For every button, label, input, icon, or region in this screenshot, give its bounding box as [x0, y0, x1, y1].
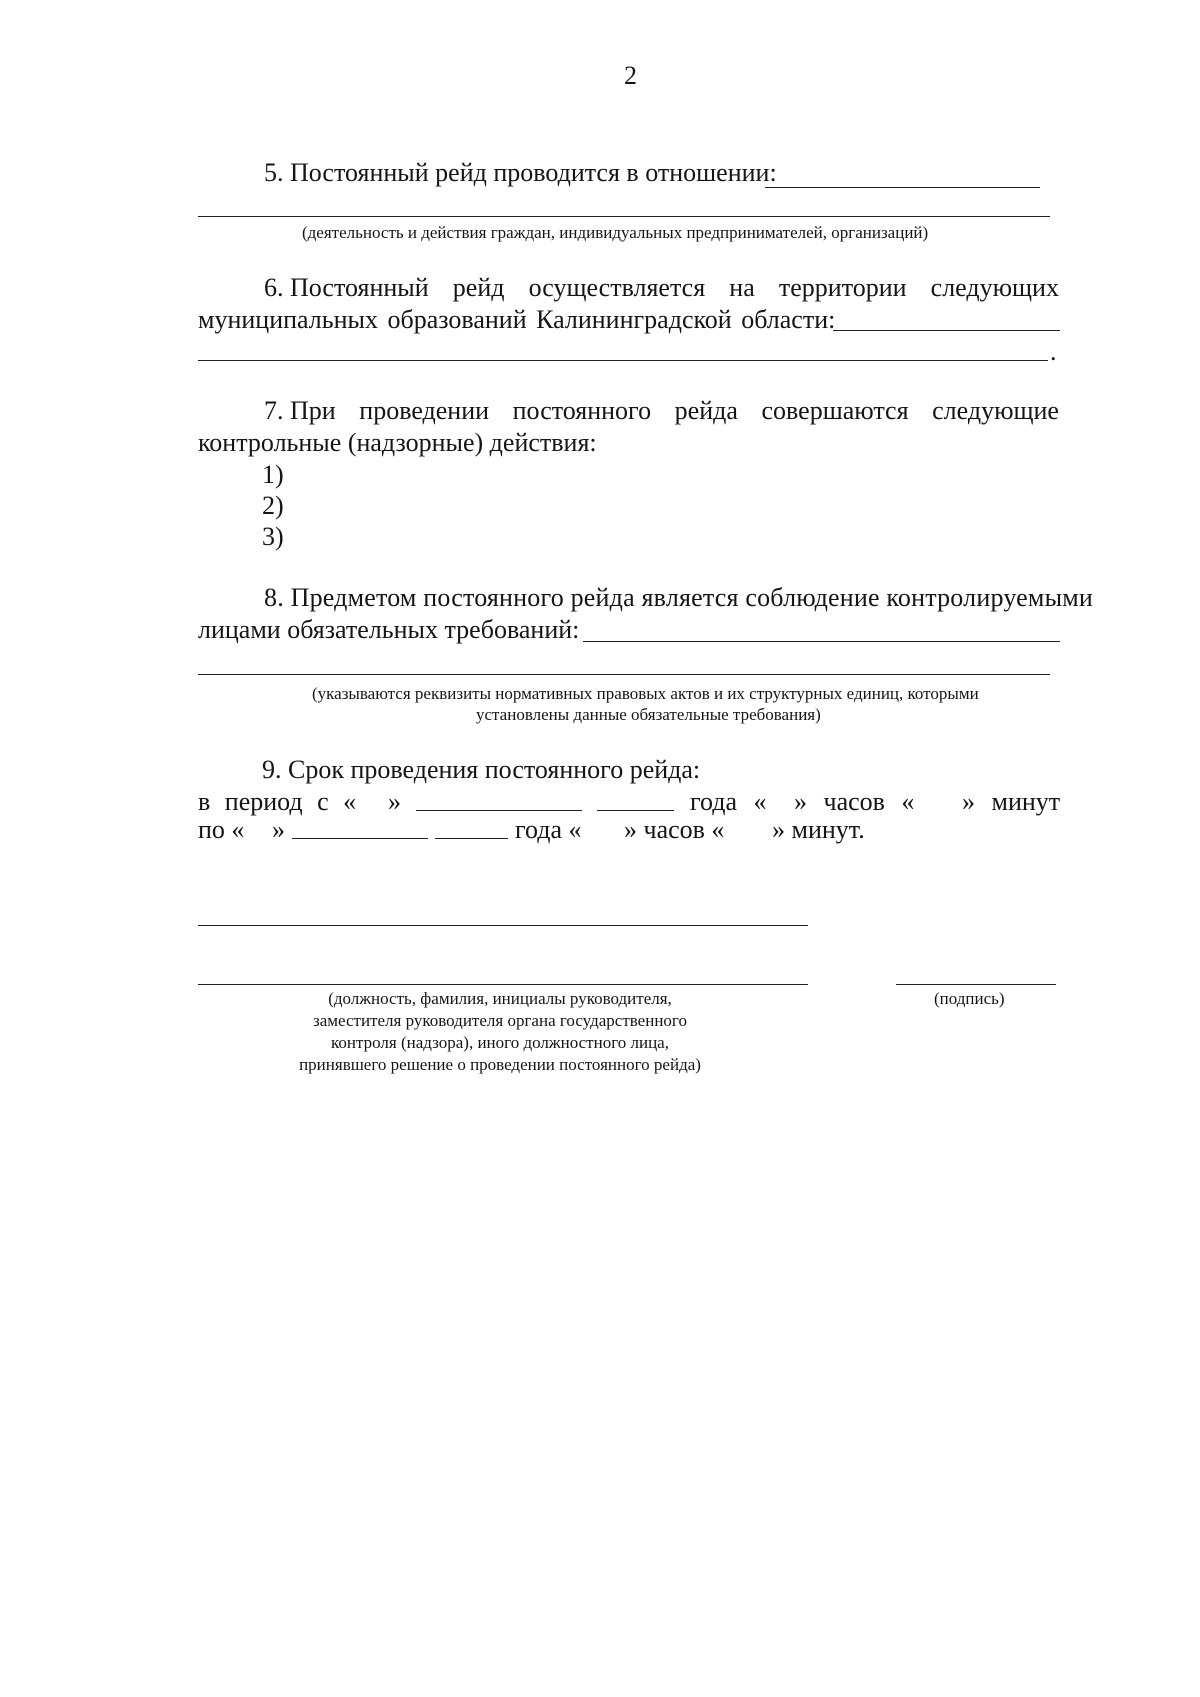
period-from-prefix: в период с « — [198, 787, 357, 816]
period-to-minutes-word: » минут. — [772, 815, 865, 844]
period-from-minutes-word: » минут — [962, 787, 1061, 816]
period-from-year-line[interactable] — [597, 810, 674, 811]
period-from-close-quote: » — [388, 787, 401, 816]
section-6-line-2: муниципальных образований Калининградской области: — [198, 305, 836, 334]
position-caption-line: принявшего решение о проведении постоянного рейда) — [299, 1055, 701, 1074]
section-6-end-period: . — [1050, 337, 1057, 366]
section-5-fill-line[interactable] — [765, 187, 1040, 188]
section-7-word: совершаются — [761, 396, 909, 425]
position-line-1[interactable] — [198, 925, 808, 926]
position-caption-line: заместителя руководителя органа государственного — [313, 1011, 687, 1030]
period-from-hours-word: » часов « — [794, 787, 915, 816]
section-7-item: 2) — [262, 491, 284, 520]
section-7-item: 3) — [262, 522, 284, 551]
section-8-caption-line-1: (указываются реквизиты нормативных правовых актов и их структурных единиц, которыми — [312, 684, 979, 703]
position-line-2[interactable] — [198, 984, 808, 985]
period-to-prefix: по « — [198, 815, 245, 844]
period-from-month-line[interactable] — [416, 810, 582, 811]
period-from-year-word: года « — [690, 787, 767, 816]
section-6-word: на — [729, 273, 755, 302]
section-7-word: постоянного — [512, 396, 652, 425]
signature-caption: (подпись) — [934, 989, 1005, 1008]
section-6-fill-line[interactable] — [833, 330, 1060, 331]
section-7-word: рейда — [674, 396, 738, 425]
section-7-line-2: контрольные (надзорные) действия: — [198, 428, 597, 457]
section-6-word: 6. Постоянный — [264, 273, 429, 302]
section-6-word: следующих — [930, 273, 1059, 302]
section-8-fill-line-2[interactable] — [198, 674, 1050, 675]
signature-line[interactable] — [896, 984, 1056, 985]
section-8-fill-line[interactable] — [583, 641, 1060, 642]
position-caption-line: (должность, фамилия, инициалы руководителя, — [328, 989, 672, 1008]
section-6-word: рейд — [452, 273, 505, 302]
position-caption — [250, 988, 750, 1076]
period-to-close-quote: » — [272, 815, 285, 844]
period-to-year-word: года « — [515, 815, 582, 844]
section-6-word: территории — [778, 273, 907, 302]
section-7-word: 7. При — [264, 396, 336, 425]
section-7-line-1 — [264, 395, 1059, 427]
period-to-hours-word: » часов « — [624, 815, 725, 844]
section-5-fill-line-2[interactable] — [198, 216, 1050, 217]
section-7-word: следующие — [932, 396, 1059, 425]
section-9-title: 9. Срок проведения постоянного рейда: — [262, 755, 701, 784]
section-6-word: осуществляется — [528, 273, 706, 302]
section-6-fill-line-2[interactable] — [198, 360, 1048, 361]
section-7-item: 1) — [262, 460, 284, 489]
position-caption-line: контроля (надзора), иного должностного лица, — [331, 1033, 669, 1052]
section-6-line-1 — [264, 272, 1059, 304]
period-to-month-line[interactable] — [292, 838, 428, 839]
section-8-caption-line-2: установлены данные обязательные требования) — [476, 705, 821, 724]
section-8-line-1: 8. Предметом постоянного рейда является соблюдение контролируемыми — [264, 583, 1094, 612]
section-5-text: 5. Постоянный рейд проводится в отношении: — [264, 158, 777, 187]
page-number: 2 — [624, 61, 637, 90]
section-7-word: проведении — [359, 396, 490, 425]
section-5-caption: (деятельность и действия граждан, индивидуальных предпринимателей, организаций) — [302, 223, 929, 242]
section-8-line-2: лицами обязательных требований: — [198, 615, 580, 644]
period-to-year-line[interactable] — [435, 838, 508, 839]
